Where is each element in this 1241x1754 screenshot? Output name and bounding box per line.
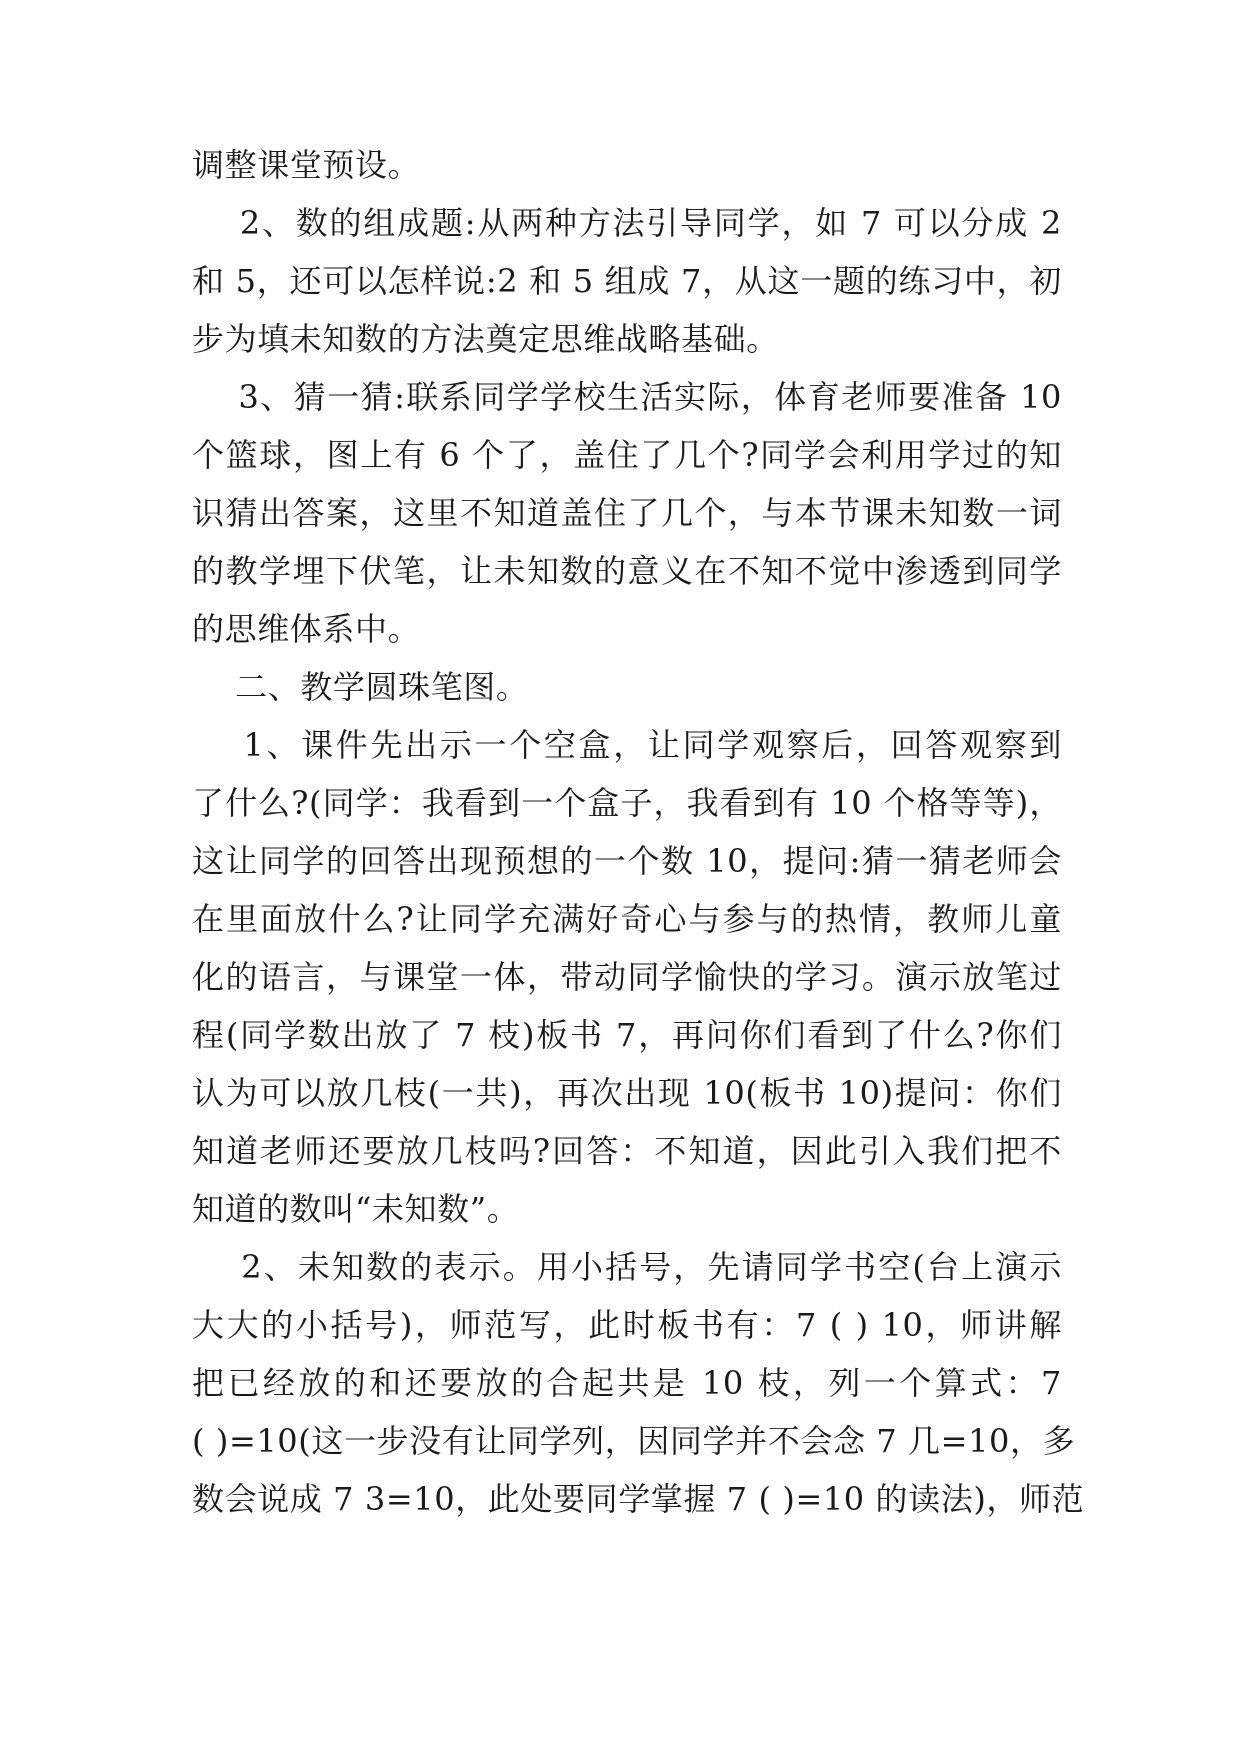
text-line: 化的语言，与课堂一体，带动同学愉快的学习。演示放笔过	[192, 958, 1062, 996]
text-line: 了什么?(同学：我看到一个盒子，我看到有 10 个格等等)，	[192, 784, 1062, 822]
text-line: 这让同学的回答出现预想的一个数 10，提问:猜一猜老师会	[192, 842, 1062, 880]
text-line: 2、未知数的表示。用小括号，先请同学书空(台上演示	[192, 1248, 1062, 1286]
text-line: 知道老师还要放几枝吗?回答：不知道，因此引入我们把不	[192, 1132, 1062, 1170]
text-line: 1、课件先出示一个空盒，让同学观察后，回答观察到	[192, 726, 1062, 764]
text-line: ( )=10(这一步没有让同学列，因同学并不会念 7 几=10，多	[192, 1422, 1076, 1460]
text-line: 个篮球，图上有 6 个了，盖住了几个?同学会利用学过的知	[192, 436, 1062, 474]
text-line: 2、数的组成题:从两种方法引导同学，如 7 可以分成 2	[192, 204, 1062, 242]
text-line: 认为可以放几枝(一共)，再次出现 10(板书 10)提问：你们	[192, 1074, 1062, 1112]
text-line: 调整课堂预设。	[192, 146, 421, 184]
text-line: 知道的数叫“未知数”。	[192, 1190, 520, 1228]
text-line: 大大的小括号)，师范写，此时板书有：7 ( ) 10，师讲解	[192, 1306, 1062, 1344]
text-line: 程(同学数出放了 7 枝)板书 7，再问你们看到了什么?你们	[192, 1016, 1062, 1054]
text-line: 的教学埋下伏笔，让未知数的意义在不知不觉中渗透到同学	[192, 552, 1062, 590]
text-line: 数会说成 7 3=10，此处要同学掌握 7 ( )=10 的读法)，师范	[192, 1480, 1085, 1518]
text-line: 和 5，还可以怎样说:2 和 5 组成 7，从这一题的练习中，初	[192, 262, 1062, 300]
text-line: 的思维体系中。	[192, 610, 421, 648]
section-heading: 二、教学圆珠笔图。	[192, 668, 529, 706]
text-line: 在里面放什么?让同学充满好奇心与参与的热情，教师儿童	[192, 900, 1062, 938]
text-line: 把已经放的和还要放的合起共是 10 枝，列一个算式：7	[192, 1364, 1062, 1402]
text-line: 步为填未知数的方法奠定思维战略基础。	[192, 320, 779, 358]
text-line: 3、猜一猜:联系同学学校生活实际，体育老师要准备 10	[192, 378, 1062, 416]
text-line: 识猜出答案，这里不知道盖住了几个，与本节课未知数一词	[192, 494, 1062, 532]
